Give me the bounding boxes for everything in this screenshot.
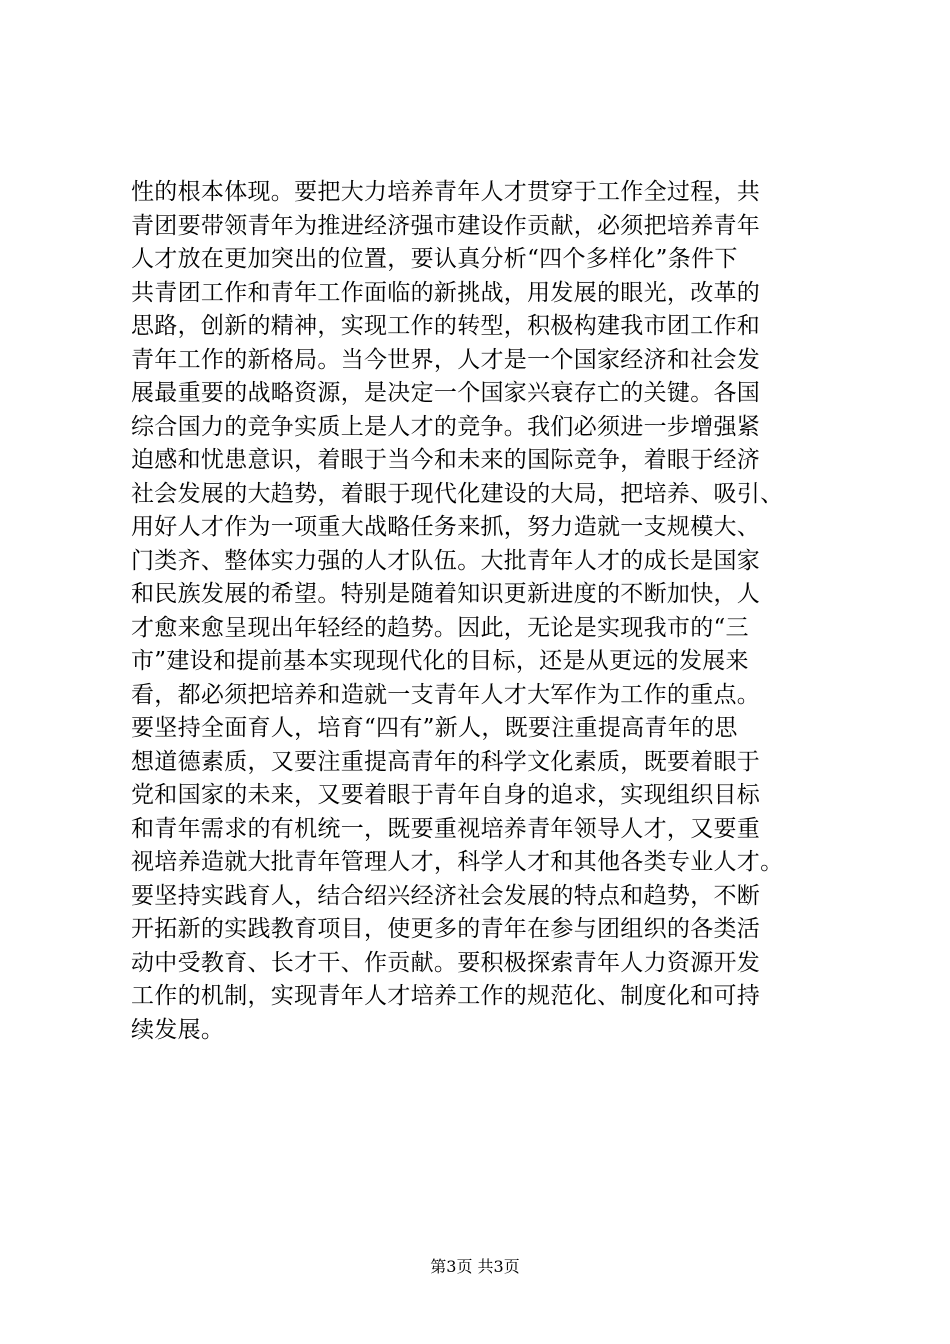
- text-line: 续发展。: [131, 1016, 225, 1043]
- text-line: 性的根本体现。要把大力培养青年人才贯穿于工作全过程，共: [131, 179, 761, 205]
- text-line: 要坚持实践育人，结合绍兴经济社会发展的特点和趋势，不断: [131, 882, 761, 909]
- text-line: 视培养造就大批青年管理人才，科学人才和其他各类专业人才。: [131, 849, 784, 875]
- text-line: 展最重要的战略资源，是决定一个国家兴衰存亡的关键。各国: [131, 380, 761, 406]
- text-line: 工作的机制，实现青年人才培养工作的规范化、制度化和可持: [131, 983, 761, 1009]
- text-line: 思路，创新的精神，实现工作的转型，积极构建我市团工作和: [131, 313, 761, 339]
- text-line: 开拓新的实践教育项目，使更多的青年在参与团组织的各类活: [131, 916, 761, 942]
- text-line: 综合国力的竞争实质上是人才的竞争。我们必须进一步增强紧: [131, 413, 761, 440]
- page-number-footer: 第3页 共3页: [430, 1257, 520, 1276]
- text-line: 党和国家的未来，又要着眼于青年自身的追求，实现组织目标: [131, 782, 761, 808]
- text-line: 要坚持全面育人，培育“四有”新人，既要注重提高青年的思: [131, 715, 738, 741]
- text-line: 才愈来愈呈现出年轻经的趋势。因此，无论是实现我市的“三: [131, 614, 749, 641]
- text-line: 和青年需求的有机统一，既要重视培养青年领导人才，又要重: [131, 815, 761, 842]
- text-line: 青团要带领青年为推进经济强市建设作贡献，必须把培养青年: [131, 212, 761, 239]
- text-line: 青年工作的新格局。当今世界，人才是一个国家经济和社会发: [131, 346, 761, 373]
- text-line: 人才放在更加突出的位置，要认真分析“四个多样化”条件下: [131, 246, 738, 272]
- text-line: 市”建设和提前基本实现现代化的目标，还是从更远的发展来: [131, 648, 749, 674]
- text-line: 用好人才作为一项重大战略任务来抓，努力造就一支规模大、: [131, 514, 761, 540]
- text-line: 和民族发展的希望。特别是随着知识更新进度的不断加快，人: [131, 581, 761, 607]
- text-line: 看，都必须把培养和造就一支青年人才大军作为工作的重点。: [131, 681, 761, 708]
- text-line: 共青团工作和青年工作面临的新挑战，用发展的眼光，改革的: [131, 279, 761, 306]
- text-line: 社会发展的大趋势，着眼于现代化建设的大局，把培养、吸引、: [131, 480, 784, 507]
- text-line: 迫感和忧患意识，着眼于当今和未来的国际竞争，着眼于经济: [131, 447, 761, 473]
- text-line: 动中受教育、长才干、作贡献。要积极探索青年人力资源开发: [131, 949, 761, 976]
- text-line: 想道德素质，又要注重提高青年的科学文化素质，既要着眼于: [131, 748, 761, 775]
- text-line: 门类齐、整体实力强的人才队伍。大批青年人才的成长是国家: [131, 547, 761, 574]
- body-text: [131, 176, 831, 1047]
